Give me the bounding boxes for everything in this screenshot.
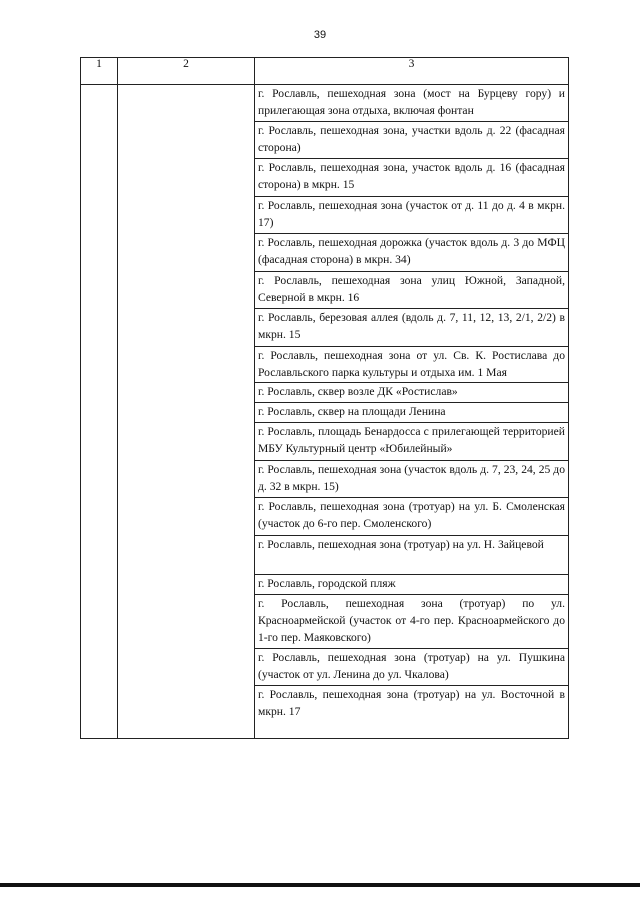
description-cell: г. Рославль, пешеходная зона от ул. Св. К. Ростислава до Рославльского парка культуры и отдыха им. 1 Мая [255,347,569,383]
description-cell: г. Рославль, пешеходная зона (тротуар) на ул. Б. Смоленская (участок до 6-го пер. Смоленского) [255,498,569,536]
description-cell: г. Рославль, пешеходная зона, участок вдоль д. 16 (фасадная сторона) в мкрн. 15 [255,159,569,197]
description-cell: г. Рославль, пешеходная зона (участок вдоль д. 7, 23, 24, 25 до д. 32 в мкрн. 15) [255,461,569,498]
description-cell: г. Рославль, площадь Бенардосса с прилегающей территорией МБУ Культурный центр «Юбилейный» [255,423,569,461]
column-header-2: 2 [118,58,255,85]
description-cell: г. Рославль, пешеходная дорожка (участок вдоль д. 3 до МФЦ (фасадная сторона) в мкрн. 34) [255,234,569,272]
description-cell: г. Рославль, пешеходная зона, участки вдоль д. 22 (фасадная сторона) [255,122,569,159]
description-cell: г. Рославль, пешеходная зона улиц Южной, Западной, Северной в мкрн. 16 [255,272,569,309]
description-cell: г. Рославль, пешеходная зона (тротуар) на ул. Н. Зайцевой [255,536,569,575]
document-table [80,57,569,739]
page-number: 39 [313,29,327,41]
description-cell: г. Рославль, сквер на площади Ленина [255,403,569,423]
column-header-3: 3 [255,58,569,85]
description-cell: г. Рославль, сквер возле ДК «Ростислав» [255,383,569,403]
description-cell: г. Рославль, пешеходная зона (мост на Бурцеву гору) и прилегающая зона отдыха, включая фонтан [255,85,569,122]
description-cell: г. Рославль, пешеходная зона (тротуар) на ул. Восточной в мкрн. 17 [255,686,569,739]
description-cell: г. Рославль, пешеходная зона (участок от д. 11 до д. 4 в мкрн. 17) [255,197,569,234]
description-cell: г. Рославль, пешеходная зона (тротуар) по ул. Красноармейской (участок от 4-го пер. Красноармейского до 1-го пер. Маяковского) [255,595,569,649]
column-header-1: 1 [81,58,118,85]
column-2-cell [118,85,255,739]
table-header-row [81,58,569,85]
table-row [81,85,569,122]
column-1-cell [81,85,118,739]
description-cell: г. Рославль, пешеходная зона (тротуар) на ул. Пушкина (участок от ул. Ленина до ул. Чкалова) [255,649,569,686]
bottom-scan-edge [0,883,640,887]
description-cell: г. Рославль, городской пляж [255,575,569,595]
description-cell: г. Рославль, березовая аллея (вдоль д. 7, 11, 12, 13, 2/1, 2/2) в мкрн. 15 [255,309,569,347]
